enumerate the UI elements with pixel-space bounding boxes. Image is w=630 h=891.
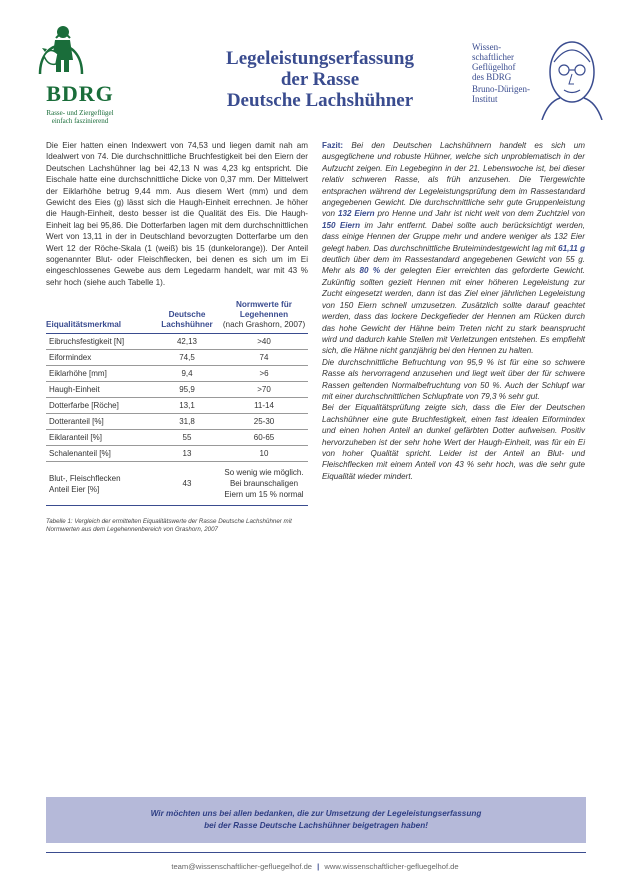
table-row: Eiformindex 74,5 74: [46, 350, 308, 366]
table-row: Eibruchsfestigkeit [N] 42,13 >40: [46, 334, 308, 350]
bdrg-logo: [30, 16, 130, 125]
table-row: Haugh-Einheit 95,9 >70: [46, 382, 308, 398]
fazit-lead: Fazit:: [322, 141, 344, 150]
table-row: Blut-, Fleischflecken Anteil Eier [%] 43 So wenig wie möglich. Bei braunschaligen Eiern um 15 % normal: [46, 462, 308, 506]
fazit-paragraph-3: Bei der Eiqualitätsprüfung zeigte sich, dass die Eier der Deutschen Lachshühner eine gute Bruchfestigkeit, einen fast idealen Eiformindex und einen hohen Anteil an dunkel gefärbten Dotter aufweisen. Positiv hervorzuheben ist der sehr hohe Wert der Haugh-Einheit, was für ein Ei von hoher Qualität spricht. Leider ist der Anteil an Blut- und Fleischflecken mit einem Anteil von 43 % sehr hoch, was die sehr gute Eiqualität wieder mindert.: [322, 403, 585, 481]
footer: [0, 862, 630, 871]
column-header-merkmal: Eiqualitätsmerkmal: [46, 320, 122, 329]
footer-web-link[interactable]: www.wissenschaftlicher-gefluegelhof.de: [324, 862, 459, 871]
column-header-norm: Normwerte für Legehennen (nach Grashorn, 2007): [222, 300, 306, 329]
institute-logo-text: Wissen- schaftlicher Geflügelhof des BDRG Bruno-Dürigen- Institut: [472, 42, 530, 104]
fazit-section: [322, 140, 585, 482]
column-header-breed: Deutsche Lachshühner: [161, 310, 213, 329]
fazit-paragraph-2: Die durchschnittliche Befruchtung von 95,9 % ist für eine so schwere Rasse als hervorragend anzusehen und liegt weit über der für schwere Rassen geltenden Normalbefruchtung von 50 %. Auch der Schlupf war mit einer durchschnittlichen Schlupfrate von 79,3 % sehr gut.: [322, 357, 585, 401]
table-row: Schalenanteil [%] 13 10: [46, 446, 308, 462]
table-row: Eiklaranteil [%] 55 60-65: [46, 430, 308, 446]
institute-logo: [468, 32, 608, 122]
table-header-row: [46, 300, 308, 334]
bdrg-tagline: Rasse- und Ziergeflügel einfach faszinierend: [46, 109, 114, 125]
fazit-paragraph-1: Fazit: Bei den Deutschen Lachshühnern handelt es sich um ausgeglichene und robuste Hühner, welche sich unproblematisch in der Aufzucht zeigen. Ein Legebeginn in der 21. Lebenswoche ist, bei dieser relativ schweren Rasse, als früh anzusehen. Die Tiergewichte entsprachen während der Legeleistungsprüfung dem im Rassestandard angegebenen Gewicht. Die durchschnittliche sehr gute Gruppenleistung von 132 Eiern pro Henne und Jahr ist nicht weit von dem Zuchtziel von 150 Eiern im Jahr entfernt. Dabei sollte auch berücksichtigt werden, dass einige Hennen der Gruppe mehr und andere weniger als 132 Eier gelegt haben. Das durchschnittliche Bruteimindestgewicht lag mit 61,11 g deutlich über dem im Rassestandard angegebenen Gewicht von 55 g. Mehr als 80 % der gelegten Eier erreichten das geforderte Gewicht. Zukünftig sollten gezielt Hennen mit einer höheren Legeleistung zur Zucht eingesetzt werden, dann ist das Ziel einer jährlichen Legeleistung von 150 Eiern schnell umzusetzen. Zusätzlich sollte darauf geachtet werden, dass das lockere Deckgefieder der Hennen am Rücken durch das hohe Gewicht der Hähne beim Treten nicht zu stark beansprucht wird und dadurch kahle Stellen mit Verletzungen entstehen. Es empfiehlt sich, die Hähne nicht ganzjährig bei den Hennen zu halten.: [322, 141, 585, 356]
footer-email-link[interactable]: team@wissenschaftlicher-gefluegelhof.de: [171, 862, 313, 871]
page-title: Legeleistungserfassung der Rasse Deutsche Lachshühner: [226, 48, 414, 111]
egg-quality-table: [46, 300, 308, 506]
bdrg-wordmark: BDRG: [46, 81, 114, 106]
table-row: Dotterfarbe [Röche] 13,1 11-14: [46, 398, 308, 414]
footer-divider: [46, 852, 586, 853]
table-row: Dotteranteil [%] 31,8 25-30: [46, 414, 308, 430]
portrait-icon: [538, 32, 604, 120]
rooster-keeper-icon: [30, 16, 92, 78]
table-caption: Tabelle 1: Vergleich der ermittelten Eiqualitätswerte der Rasse Deutsche Lachshühner mit Normwerten aus dem Legehennenbereich von Grashorn, 2007: [46, 518, 292, 533]
footer-separator: |: [317, 862, 320, 871]
table-row: Eiklarhöhe [mm] 9,4 >6: [46, 366, 308, 382]
thanks-banner: Wir möchten uns bei allen bedanken, die zur Umsetzung der Legeleistungserfassung bei der Rasse Deutsche Lachshühner beigetragen haben!: [46, 797, 586, 843]
intro-paragraph: Die Eier hatten einen Indexwert von 74,53 und liegen damit nah am Idealwert von 74. Die durchschnittliche Bruchfestigkeit bei den Eiern der Deutschen Lachshühner lag bei 42,13 N was 4,23 kg entspricht. Die Eischale hatte eine durchschnittliche Dicke von 0,37 mm. Der Mittelwert der Eiklarhöhe betrug 9,44 mm. Aus diesem Wert (mm) und dem Gewicht des Eies (g) lässt sich die Haugh-Einheit errechnen. Je höher die Haugh-Einheit, desto besser ist die Qualität des Eis. Die Haugh-Einheit lag bei 95,86. Die Dotterfarben lagen mit dem durchschnittlichen Wert von 13,11 in der in Deutschland bevorzugten Dotterfarbe um den Wert 12 der Röche-Skala (1 (weiß) bis 15 (dunkelorange)). Der Anteil sogenannter Blut- oder Fleischflecken, bei denen es sich um im Ei eingeschlossenes Gewebe aus dem Legedarm handelt, war mit 43 % sehr hoch (siehe auch Tabelle 1).: [46, 141, 308, 287]
